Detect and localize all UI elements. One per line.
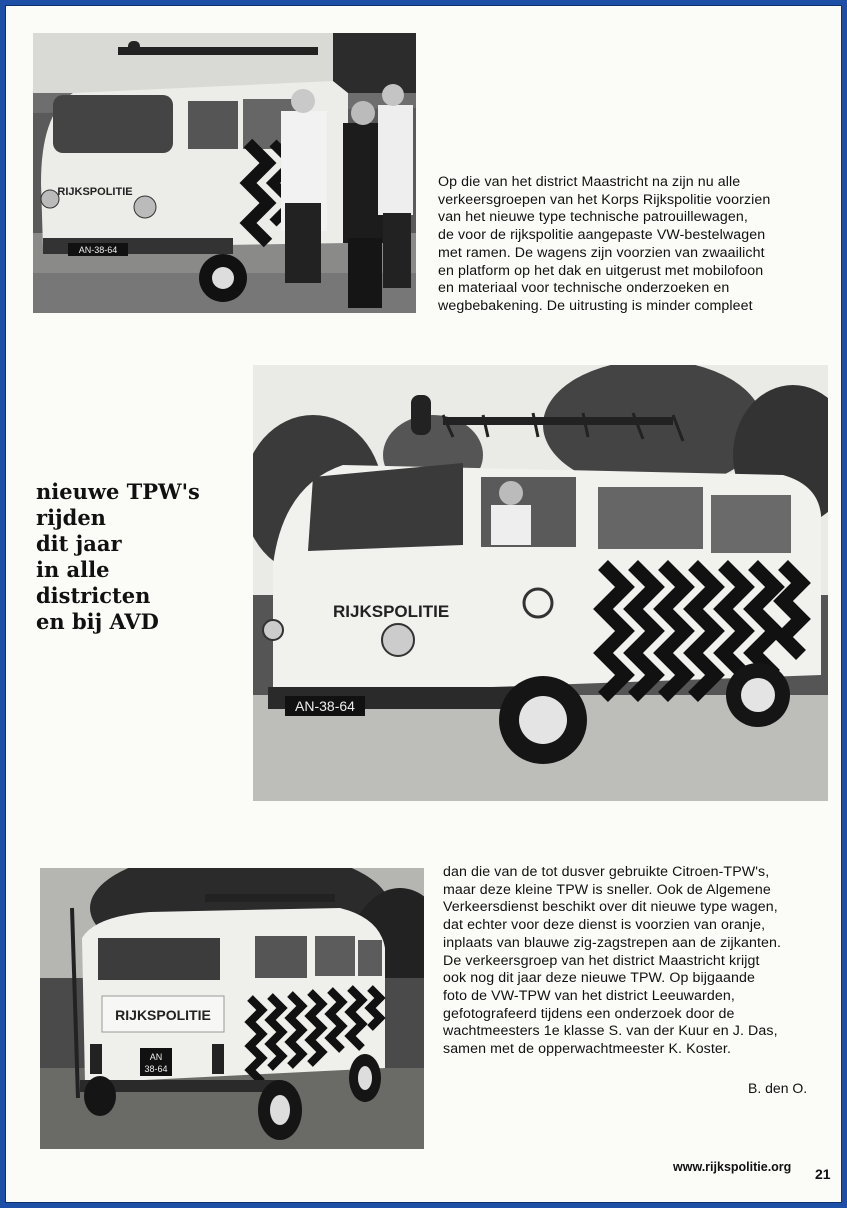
- top-van-lettering: RIJKSPOLITIE: [57, 186, 133, 198]
- bleed-through-text: [526, 126, 538, 166]
- middle-van-lettering: RIJKSPOLITIE: [333, 602, 450, 621]
- magazine-page: [5, 5, 842, 1203]
- website-url: www.rijkspolitie.org: [673, 1160, 792, 1174]
- article-headline: nieuwe TPW's rijden dit jaar in alle districten en bij AVD: [36, 479, 200, 634]
- bottom-van-plate-line-2: 38-64: [144, 1064, 168, 1074]
- middle-van-plate: AN-38-64: [295, 698, 355, 714]
- top-van-plate: AN-38-64: [78, 245, 118, 255]
- photo-van-with-officers: [33, 33, 416, 313]
- bottom-van-lettering: RIJKSPOLITIE: [115, 1007, 211, 1023]
- photo-van-side-view: [253, 365, 828, 801]
- page-number: 21: [815, 1166, 831, 1182]
- bottom-van-plate-line-1: AN: [149, 1052, 163, 1062]
- photo-van-rear-view: [40, 868, 424, 1149]
- article-paragraph-2: dan die van de tot dusver gebruikte Citroen-TPW's, maar deze kleine TPW is sneller. Ook de Algemene Verkeersdienst beschikt over dit nieuwe type wagen, dat echter voor deze dienst is voorzien van oranje, inplaats van blauwe zig-zagstrepen aan de zijkanten. De verkeersgroep van het district Maastricht krijgt ook nog dit jaar deze nieuwe TPW. Op bijgaande foto de VW-TPW van het district Leeuwarden, gefotografeerd tijdens een onderzoek door de wachtmeesters 1e klasse S. van der Kuur en J. Das, samen met de opperwachtmeester K. Koster.: [443, 864, 782, 1058]
- article-signature: B. den O.: [748, 1080, 808, 1096]
- article-paragraph-1: Op die van het district Maastricht na zijn nu alle verkeersgroepen van het Korps Rijkspolitie voorzien van het nieuwe type technische patrouillewagen, de voor de rijkspolitie aangepaste VW-bestelwagen met ramen. De wagens zijn voorzien van zwaailicht en platform op het dak en uitgerust met mobilofoon en materiaal voor technische onderzoeken en wegbebakening. De uitrusting is minder compleet: [438, 174, 771, 314]
